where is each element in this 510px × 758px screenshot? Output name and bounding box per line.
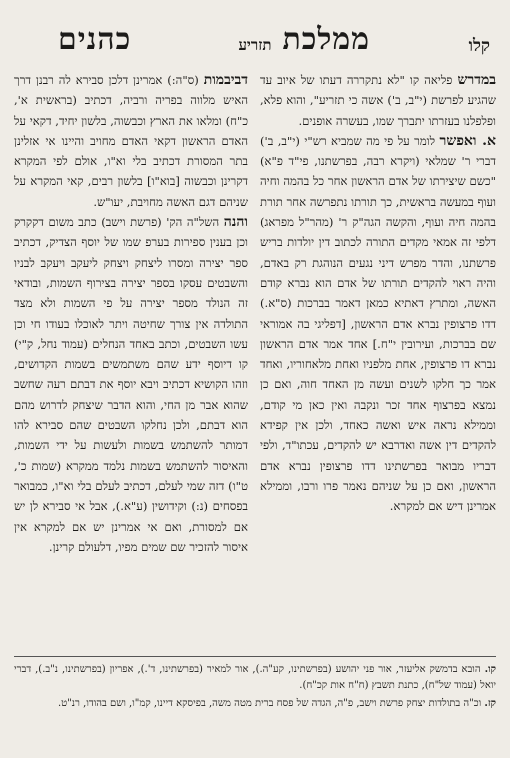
footnote-mark: קז. (484, 698, 496, 709)
paragraph-text: השל"ה הק' (פרשת וישב) כתב משום דקקרק וכן בענין ספירות בערפ שמו של יוסף הצדיק, דכתיב ספר יצירה ומסרו ליצחק ויצחק ליעקב ויעקב לבניו והשבטים עסקו בספר יצירה בצירוף השמות, ובודאי זה הנולד מספר יצירה על פי השמות ולא מצד התולדה אין צורך שחיטה ויתר לאוכלו בעודו חי וכן עשו השבטים, וכתב באחד הנחלים (עמוד נחל, ק"י) קו דיוסף ידע שהם משתמשים בשמות הקדושים, וזהו הקושיא דכתיב ויבא יוסף את דבתם רעה שחשב שהוא אבר מן החי, והוא הדבר שיצחק לדרוש מהם הוא דבתם, ולכן נחלקו השבטים שהם סבירא להו דמותר להשתמש בשמות ולעשות על ידי השמות, והאיסור להשתמש בשמות נלמד ממקרא (שמות כ', ט"ו) דזה שמי לעלם, דכתיב לעלם בלי וא"ו, כמבואר בפסחים (נ:) וקידושין (ע"א.), אבל אי סבירא לן יש אם למסורת, ואם אי אמרינן יש אם למקרא אין איסור להזכיר שם שמים מפיו, דלעולם קרינן. (14, 215, 248, 554)
page-header (0, 14, 510, 62)
footnote-divider (14, 656, 496, 657)
paragraph-lead-word: א. ואפשר (439, 132, 496, 149)
footnote-mark: קו. (484, 664, 496, 675)
right-text-column (260, 70, 496, 645)
paragraph (260, 131, 496, 517)
running-title-right: ממלכת (282, 22, 370, 57)
footnote-text: וכ"ה בתולדות יצחק פרשת וישב, פ"ה, הגדה של פסח ברית מטה משה, בפיסקא דיינו, קמ"ו, ושם בהודו, רנ"ט. (57, 698, 482, 709)
running-title-left: כהנים (58, 22, 132, 57)
left-text-column (14, 70, 248, 645)
paragraph-lead-word: והנה (223, 214, 248, 231)
paragraph (14, 70, 248, 212)
footnote-text: הובא בדמשק אליעזר, אור פני יהושע (בפרשתינו, קע"ה.), אור למאיר (בפרשתינו, ד'.), אפריון (בפרשתינו, נ"ב.), דברי יואל (עמוד של"ח), כתנת תשבץ (ח"ח אות קכ"ח). (14, 664, 496, 691)
paragraph-lead-word: במדרש (457, 72, 496, 88)
page-number: קלו (468, 36, 490, 56)
paragraph (14, 212, 248, 557)
paragraph-text: (ס"ה:) אמרינן דלכן סבירא לה רבנן דרך האיש מלווה בפריה ורביה, דכתיב (בראשית א', כ"ח) ומלאו את הארץ וכבשוה, בלשון יחיד, דקאי על האדם הראשון דקאי האדם מחויב והיינו אי אזלינן בתר המסורת דכתיב בלי וא"ו, אולם לפי המקרא דקרינן וכבשוה [בוא"ו] בלשון רבים, קאי המקרא על שניהם דגם האשה מחויבת, יעו"ש. (14, 73, 248, 209)
paragraph-text: פליאה קו "לא נתקררה דעתו של איוב עד שהגיע לפרשת (י"ב, ב') אשה כי תזריע", והוא פלא, ופלפלנו בעזרתו יתברך שמו, בעשרה אופנים. (260, 73, 496, 128)
footnotes (14, 662, 496, 715)
paragraph-text: לומר על פי מה שמביא רש"י (י"ב, ב') דברי ר' שמלאי (ויקרא רבה, בפרשתנו, פי"ד פ"א) "כשם שיצירתו של אדם הראשון אחר כל בהמה וחיה ועוף במעשה בראשית, כך תורתו נתפרשה אחר תורת בהמה חיה ועוף, והקשה הגה"ק ר' (מהר"ל מפראג) דלפי זה אמאי מקדים התורה לכתוב דין יולדות בריש פרשתנו, והדר מפרש דיני נגעים הנוהגת רק באדם, והיה ראוי להקדים תורתו של אדם הוא נברא קודם האשה, ומתרץ דאתיא כמאן דאמר בברכות (ס"א.) דדו פרצופין נברא אדם הראשון, [דפליגי בה אמוראי שם בברכות, ועירובין י"ח.] אחד אמר אדם הראשון נברא דו פרצופין, אחת מלפניו ואחת מלאחוריו, ואחד אמר כך חלקו לשנים ועשה מן האחד חוה, ואם כן נמצא בפרצוף אחד זכר ונקבה ואין כאן מי קודם, וממילא נראה איש ואשה כאחד, ולכן אין קפידא להקדים דין אשה ואדרבא יש להקדים, עכתו"ד, ולפי דבריו מבואר בפרשתינו דדו פרצופין נברא אדם הראשון, ואם כן על שניהם נאמר פרו ורבו, וממילא אמרינן דיש אם למקרא. (260, 133, 496, 514)
parasha-name: תזריע (238, 36, 272, 54)
paragraph (260, 70, 496, 131)
footnote (14, 696, 496, 712)
footnote (14, 662, 496, 693)
paragraph-lead-word: דביבמות (203, 72, 248, 88)
